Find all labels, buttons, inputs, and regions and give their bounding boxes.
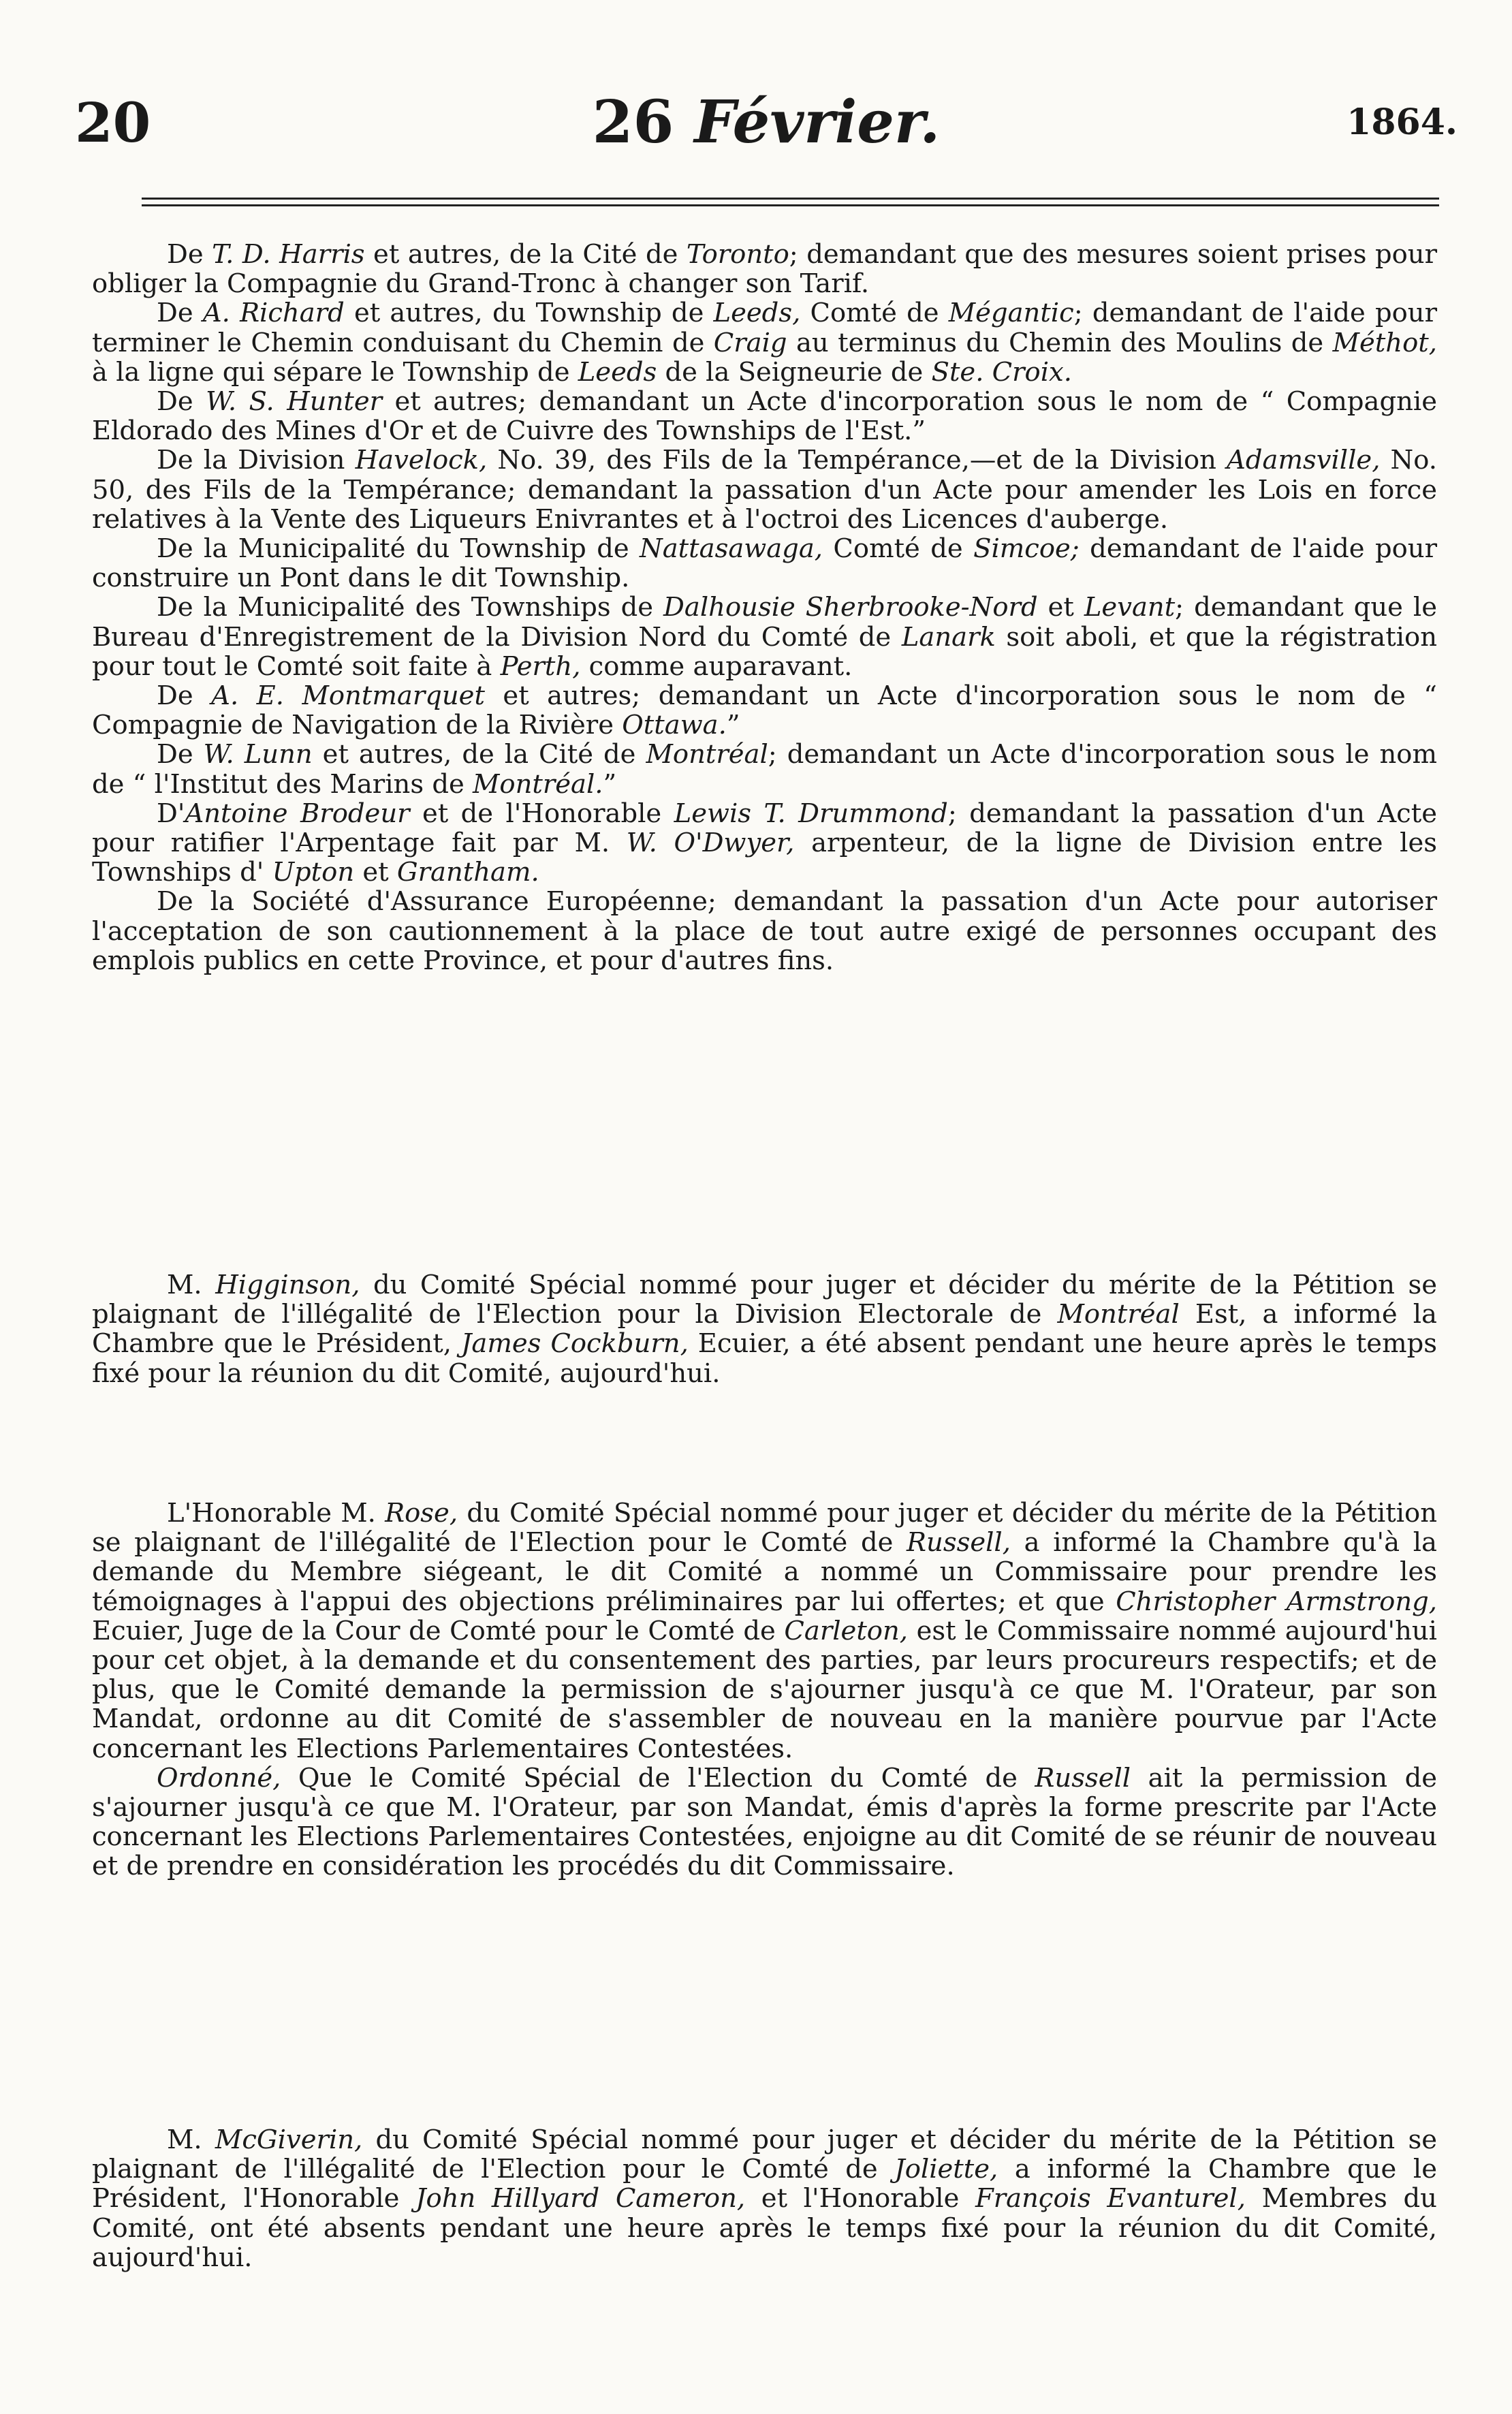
- italic-name: Adamsville,: [1227, 445, 1381, 476]
- report-paragraph: [92, 1499, 1437, 1764]
- date-month: Février.: [694, 88, 941, 157]
- report-paragraph: [92, 2125, 1437, 2272]
- header-rule-bottom: [142, 204, 1439, 206]
- text-run: à la ligne qui sépare le Township de: [92, 356, 578, 388]
- page-number: 20: [75, 91, 151, 155]
- text-run: Que le Comité Spécial de l'Election du Comté de: [281, 1762, 1035, 1793]
- text-run: au terminus du Chemin des Moulins de: [787, 327, 1333, 358]
- text-run: ”: [603, 768, 617, 800]
- text-run: arpenteur, de la ligne de Division entre les Townships d': [92, 828, 1438, 888]
- text-run: De: [157, 386, 206, 418]
- italic-name: Christopher Armstrong,: [1116, 1586, 1438, 1617]
- petition-paragraph: [92, 298, 1437, 387]
- text-run: de la Seigneurie de: [657, 356, 932, 388]
- text-run: De: [157, 739, 204, 770]
- italic-name: W. O'Dwyer,: [626, 828, 795, 859]
- petition-paragraph: [92, 387, 1437, 445]
- text-run: est le Commissaire nommé aujourd'hui pour cet objet, à la demande et du consentement des parties, par leurs procureurs respectifs; et de plus, que le Comité demande la permission de s'ajourner jusqu'à ce que M. l'Orateur, par son Mandat, ordonne au dit Comité de s'assembler de nouveau en la manière pourvue par l'Acte concernant les Elections Parlementaires Contestées.: [92, 1615, 1437, 1764]
- text-run: et: [354, 857, 397, 888]
- italic-name: Russell: [1035, 1762, 1131, 1793]
- page-date: [75, 85, 1458, 160]
- italic-name: Higginson,: [215, 1270, 360, 1300]
- text-run: et autres, du Township de: [344, 298, 714, 329]
- text-run: comme auparavant.: [580, 650, 853, 682]
- text-run: ait la permission de s'ajourner jusqu'à ce que M. l'Orateur, par son Mandat, émis d'après la forme prescrite par l'Acte concernant les Elections Parlementaires Contestées, enjoigne au dit Comité de se réunir de nouveau et de prendre en considération les procédés du dit Commissaire.: [92, 1762, 1438, 1882]
- petition-paragraph: [92, 445, 1437, 534]
- text-run: soit aboli, et que la régistration pour tout le Comté soit faite à: [92, 621, 1438, 682]
- italic-name: John Hillyard Cameron,: [415, 2183, 746, 2214]
- italic-name: T. D. Harris: [212, 239, 365, 270]
- text-run: et de l'Honorable: [409, 798, 674, 829]
- text-run: a informé la Chambre que le Président, l'Honorable: [92, 2154, 1437, 2214]
- text-run: et autres; demandant un Acte d'incorporation sous le nom de “ Compagnie de Navigation de la Rivière: [92, 680, 1437, 741]
- committee-report-higginson: [92, 1270, 1437, 1388]
- petition-paragraph: [92, 887, 1437, 975]
- text-run: De la Société d'Assurance Européenne; demandant la passation d'un Acte pour autoriser l'acceptation de son cautionnement à la place de tout autre exigé de personnes occupant des emplois publics en cette Province, et pour d'autres fins.: [92, 886, 1437, 976]
- italic-name: Carleton,: [784, 1615, 909, 1646]
- italic-name: Lewis T. Drummond: [674, 798, 948, 829]
- italic-name: A. Richard: [202, 298, 345, 329]
- text-run: Est, a informé la Chambre que le Président,: [92, 1299, 1437, 1360]
- text-run: D': [157, 798, 185, 829]
- text-run: ”: [726, 710, 740, 741]
- italic-name: Mégantic: [948, 298, 1074, 329]
- italic-name: Nattasawaga,: [640, 533, 823, 565]
- text-run: No. 39, des Fils de la Tempérance,—et de la Division: [487, 445, 1227, 476]
- text-run: et autres, de la Cité de: [364, 239, 687, 270]
- italic-name: James Cockburn,: [460, 1328, 689, 1360]
- italic-name: Craig: [713, 327, 787, 358]
- petition-paragraph: [92, 593, 1437, 681]
- header-rule-top: [142, 198, 1439, 200]
- text-run: De la Municipalité des Townships de: [157, 592, 664, 623]
- text-run: L'Honorable M.: [167, 1498, 385, 1529]
- italic-name: Montréal: [646, 739, 768, 770]
- italic-name: Antoine Brodeur: [185, 798, 410, 829]
- petition-paragraph: [92, 534, 1437, 593]
- text-run: ; demandant que le Bureau d'Enregistrement de la Division Nord du Comté de: [92, 592, 1437, 653]
- text-run: et l'Honorable: [745, 2183, 976, 2214]
- text-run: M.: [167, 2125, 215, 2155]
- text-run: et autres, de la Cité de: [312, 739, 646, 770]
- text-run: Ecuier, Juge de la Cour de Comté pour le Comté de: [92, 1615, 785, 1646]
- italic-name: Dalhousie Sherbrooke-Nord: [663, 592, 1038, 623]
- italic-name: Leeds: [578, 356, 657, 388]
- text-run: Membres du Comité, ont été absents pendant une heure après le temps fixé pour la réunion du dit Comité, aujourd'hui.: [92, 2183, 1437, 2273]
- italic-name: Méthot,: [1332, 327, 1437, 358]
- committee-report-mcgiverin: [92, 2125, 1437, 2272]
- italic-name: Toronto: [686, 239, 789, 270]
- text-run: Comté de: [823, 533, 974, 565]
- italic-name: Ste. Croix.: [931, 356, 1072, 388]
- italic-name: Havelock,: [355, 445, 488, 476]
- italic-name: Montréal: [1057, 1299, 1180, 1330]
- text-run: et: [1037, 592, 1084, 623]
- italic-name: Montréal.: [472, 768, 603, 800]
- text-run: No. 50, des Fils de la Tempérance; demandant la passation d'un Acte pour amender les Lois en force relatives à la Vente des Liqueurs Enivrantes et à l'octroi des Licences d'auberge.: [92, 445, 1437, 535]
- text-run: M.: [167, 1270, 216, 1300]
- italic-name: François Evanturel,: [975, 2183, 1246, 2214]
- petition-paragraph: [92, 740, 1437, 798]
- order-paragraph: [92, 1764, 1437, 1881]
- italic-name: McGiverin,: [215, 2125, 363, 2155]
- text-run: du Comité Spécial nommé pour juger et décider du mérite de la Pétition se plaignant de l'illégalité de l'Election pour le Comté de: [92, 1498, 1437, 1558]
- text-run: ; demandant de l'aide pour terminer le Chemin conduisant du Chemin de: [92, 298, 1438, 358]
- text-run: Comté de: [800, 298, 949, 329]
- italic-name: Levant: [1084, 592, 1176, 623]
- petitions-list: [92, 240, 1437, 975]
- text-run: ; demandant un Acte d'incorporation sous le nom de “ l'Institut des Marins de: [92, 739, 1437, 800]
- text-run: ; demandant la passation d'un Acte pour ratifier l'Arpentage fait par M.: [92, 798, 1438, 859]
- italic-name: Ottawa.: [622, 710, 727, 741]
- petition-paragraph: [92, 799, 1437, 888]
- italic-name: Upton: [272, 857, 355, 888]
- text-run: De la Division: [157, 445, 356, 476]
- italic-name: W. S. Hunter: [206, 386, 383, 418]
- committee-report-rose: [92, 1499, 1437, 1881]
- italic-name: Simcoe;: [973, 533, 1080, 565]
- text-run: du Comité Spécial nommé pour juger et décider du mérite de la Pétition se plaignant de l'illégalité de l'Election pour le Comté de: [92, 2125, 1437, 2185]
- report-paragraph: [92, 1270, 1437, 1388]
- italic-name: A. E. Montmarquet: [211, 680, 485, 712]
- italic-name: Russell,: [907, 1527, 1011, 1558]
- italic-name: Joliette,: [894, 2154, 998, 2185]
- italic-name: Perth,: [500, 650, 581, 682]
- date-day: 26: [592, 88, 674, 157]
- text-run: Ecuier, a été absent pendant une heure après le temps fixé pour la réunion du dit Comité, aujourd'hui.: [92, 1328, 1437, 1389]
- italic-name: Ordonné,: [157, 1762, 281, 1793]
- text-run: De: [157, 680, 212, 712]
- petition-paragraph: [92, 240, 1437, 298]
- text-run: a informé la Chambre qu'à la demande du Membre siégeant, le dit Comité a nommé un Commissaire pour prendre les témoignages à l'appui des objections préliminaires par lui offertes; et que: [92, 1527, 1437, 1617]
- italic-name: Leeds,: [713, 298, 801, 329]
- italic-name: Grantham.: [396, 857, 539, 888]
- italic-name: Rose,: [385, 1498, 458, 1529]
- text-run: De la Municipalité du Township de: [157, 533, 640, 565]
- text-run: ; demandant que des mesures soient prises pour obliger la Compagnie du Grand-Tronc à changer son Tarif.: [92, 239, 1437, 300]
- text-run: du Comité Spécial nommé pour juger et décider du mérite de la Pétition se plaignant de l'illégalité de l'Election pour la Division Electorale de: [92, 1270, 1437, 1330]
- page-year: 1864.: [1346, 101, 1458, 143]
- page-header: [75, 85, 1458, 160]
- italic-name: W. Lunn: [203, 739, 313, 770]
- text-run: demandant de l'aide pour construire un Pont dans le dit Township.: [92, 533, 1437, 594]
- text-run: De: [157, 298, 203, 329]
- italic-name: Lanark: [901, 621, 996, 653]
- text-run: De: [167, 239, 212, 270]
- petition-paragraph: [92, 681, 1437, 740]
- text-run: et autres; demandant un Acte d'incorporation sous le nom de “ Compagnie Eldorado des Mines d'Or et de Cuivre des Townships de l'Est.”: [92, 386, 1437, 447]
